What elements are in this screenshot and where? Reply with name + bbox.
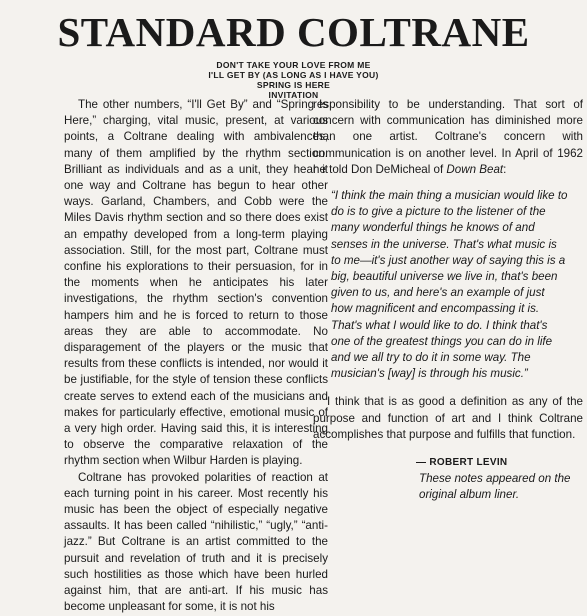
paragraph <box>313 97 583 178</box>
paragraph: I think that is as good a definition as any of the purpose and function of art and I think Coltrane accomplishes that purpose and fulfills that function. <box>313 395 583 441</box>
left-column <box>64 97 328 616</box>
signature-block <box>313 455 583 504</box>
paragraph: The other numbers, “I'll Get By” and “Spring Is Here,” charging, vital music, present, at various points, a Coltrane dealing with ambivalences, many of them amplified by the rhythm section. Brilliant as individuals and as a unit, they hear it one way and Coltrane has begun to hear other ways. Garland, Chambers, and Cobb were the Miles Davis rhythm section and so there does exist an empathy developed from a long-term playing association. Still, for the most part, Coltrane must confine his explorations to their persuasion, for in the moments when he anticipates his later investigations, the rhythm section's convention hampers him and he is forced to return to those areas they are able to accommodate. No disparagement of the players or the music that results from these conflicts is intended, nor would it be justifiable, for the style of tension these conflicts create serves to extend each of the musicians and makes for particularly effective, emotional music of a very high order. Having said this, it is interesting to observe the comparative relaxation of the rhythm section when Wilbur Harden is playing. <box>64 98 328 468</box>
track-item: INVITATION <box>268 90 319 100</box>
paragraph-text: responsibility to be understanding. That sort of concern with communication has diminished more than one artist. Coltrane's concern with communication is on another level. In April of 1962 he told Don DeMicheal of <box>313 98 583 176</box>
track-list <box>0 60 587 100</box>
track-item: SPRING IS HERE <box>256 80 331 90</box>
publication-name: Down Beat <box>446 162 504 176</box>
coltrane-quote: “I think the main thing a musician would like to do is to give a picture to the listener of the many wonderful things he knows of and senses in the universe. That's what music is to me—it's just another way of saying this is a big, beautiful universe we live in, that's been given to us, and here's an example of just how magnificent and encompassing it is. That's what I would like to do. I think that's one of the greatest things you can do in life and we all try to do it in some way. The musician's [way] is through his music.” <box>331 189 568 381</box>
paragraph: Coltrane has provoked polarities of reaction at each turning point in his career. Most recently his music has been the object of especially negative assaults. It has been called “nihilistic,” “ugly,” “anti-jazz.” But Coltrane is an artist committed to the pursuit and revelation of truth and it is precisely such hostilities as those which have been hurled against him, that are anti-art. If his music has become unpleasant for some, it is not his <box>64 470 328 614</box>
source-note: These notes appeared on the original album liner. <box>419 472 571 502</box>
album-title: STANDARD COLTRANE <box>57 9 530 55</box>
right-column <box>313 97 583 504</box>
track-item: DON'T TAKE YOUR LOVE FROM ME <box>216 60 371 70</box>
author-signature: — ROBERT LEVIN <box>416 457 508 469</box>
track-item: I'LL GET BY (AS LONG AS I HAVE YOU) <box>208 70 379 80</box>
paragraph-text: : <box>503 162 507 176</box>
